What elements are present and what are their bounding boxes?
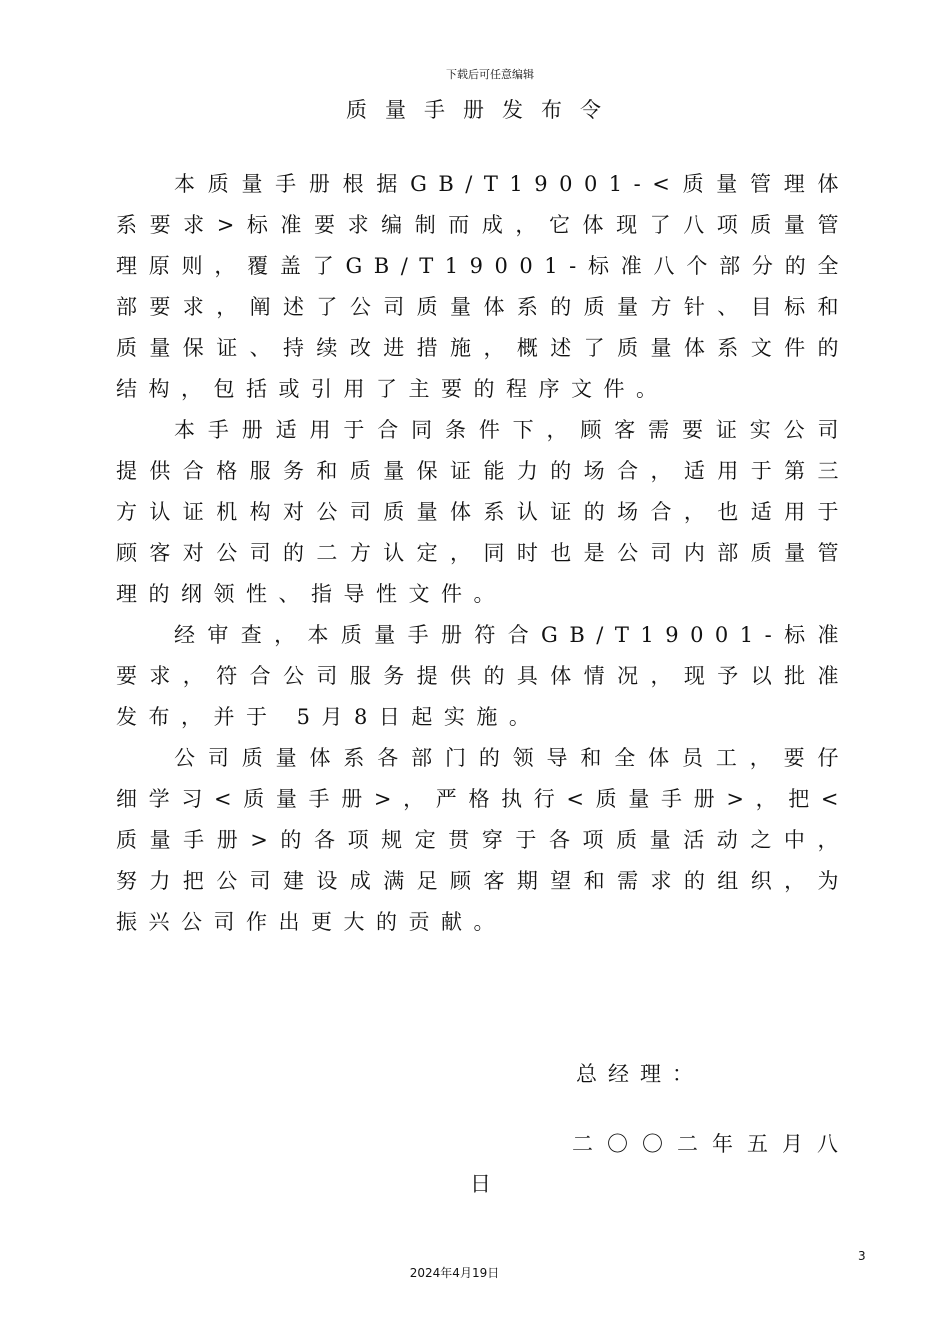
signature-date-main: 二〇〇二年五月八 (572, 1132, 852, 1156)
signer-label: 总经理： (576, 1062, 704, 1086)
header-note: 下载后可任意编辑 (446, 68, 534, 81)
paragraph-4: 公司质量体系各部门的领导和全体员工，要仔细学习<质量手册>，严格执行<质量手册>，把<质量手册>的各项规定贯穿于各项质量活动之中，努力把公司建设成满足顾客期望和需求的组织，为振兴公司作出更大的贡献。 (116, 746, 850, 934)
document-title: 质量手册发布令 (346, 98, 619, 122)
footer-date: 2024年4月19日 (409, 1266, 500, 1280)
signature-date-tail: 日 (470, 1172, 505, 1196)
page-number: 3 (858, 1249, 866, 1263)
paragraph-2: 本手册适用于合同条件下，顾客需要证实公司提供合格服务和质量保证能力的场合，适用于第三方认证机构对公司质量体系认证的场合，也适用于顾客对公司的二方认定，同时也是公司内部质量管理的纲领性、指导性文件。 (116, 418, 850, 606)
signature-date (470, 1124, 852, 1204)
paragraph-1: 本质量手册根据GB/T19001-<质量管理体系要求>标准要求编制而成，它体现了八项质量管理原则，覆盖了GB/T19001-标准八个部分的全部要求，阐述了公司质量体系的质量方针、目标和质量保证、持续改进措施，概述了质量体系文件的结构，包括或引用了主要的程序文件。 (116, 172, 850, 401)
paragraph-3: 经审查，本质量手册符合GB/T19001-标准要求，符合公司服务提供的具体情况，现予以批准发布，并于 5月8日起实施。 (116, 623, 850, 729)
document-body (116, 164, 850, 943)
